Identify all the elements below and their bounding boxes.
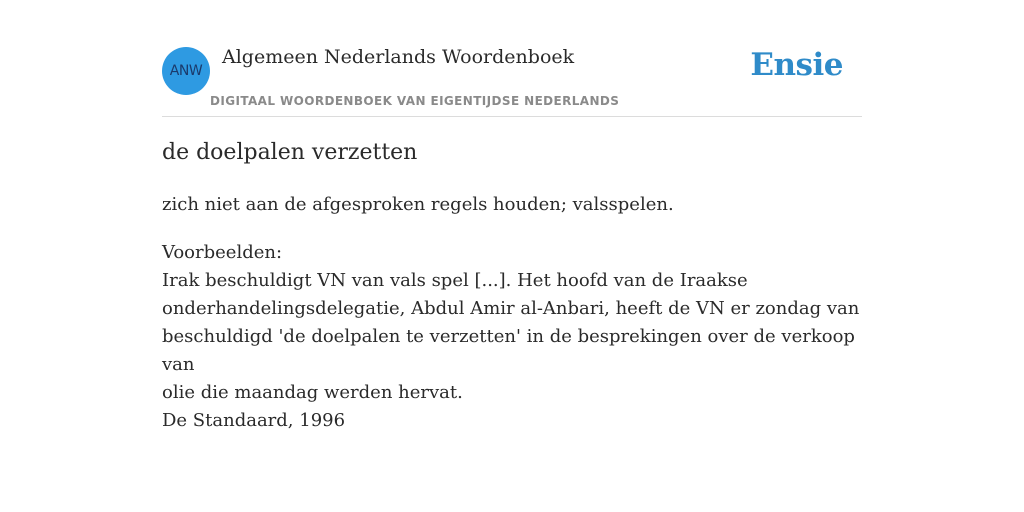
examples-section: [162, 239, 862, 435]
entry-title: de doelpalen verzetten: [162, 140, 418, 165]
ensie-logo[interactable]: Ensie: [750, 47, 843, 83]
logo-text: ANW: [169, 63, 203, 79]
entry-definition: zich niet aan de afgesproken regels houden; valsspelen.: [162, 194, 674, 215]
example-line: onderhandelingsdelegatie, Abdul Amir al-Anbari, heeft de VN er zondag van: [162, 298, 860, 319]
example-line: olie die maandag werden hervat.: [162, 382, 463, 403]
examples-label: Voorbeelden:: [162, 242, 283, 263]
header: [162, 0, 862, 117]
anw-logo[interactable]: [162, 47, 210, 95]
example-source: De Standaard, 1996: [162, 410, 346, 431]
example-line: beschuldigd 'de doelpalen te verzetten' in de besprekingen over de verkoop van: [162, 326, 855, 375]
page: [162, 0, 862, 431]
site-subtitle: DIGITAAL WOORDENBOEK VAN EIGENTIJDSE NEDERLANDS: [210, 94, 620, 108]
example-line: Irak beschuldigt VN van vals spel [...]. Het hoofd van de Iraakse: [162, 270, 748, 291]
site-title[interactable]: Algemeen Nederlands Woordenboek: [222, 46, 575, 68]
